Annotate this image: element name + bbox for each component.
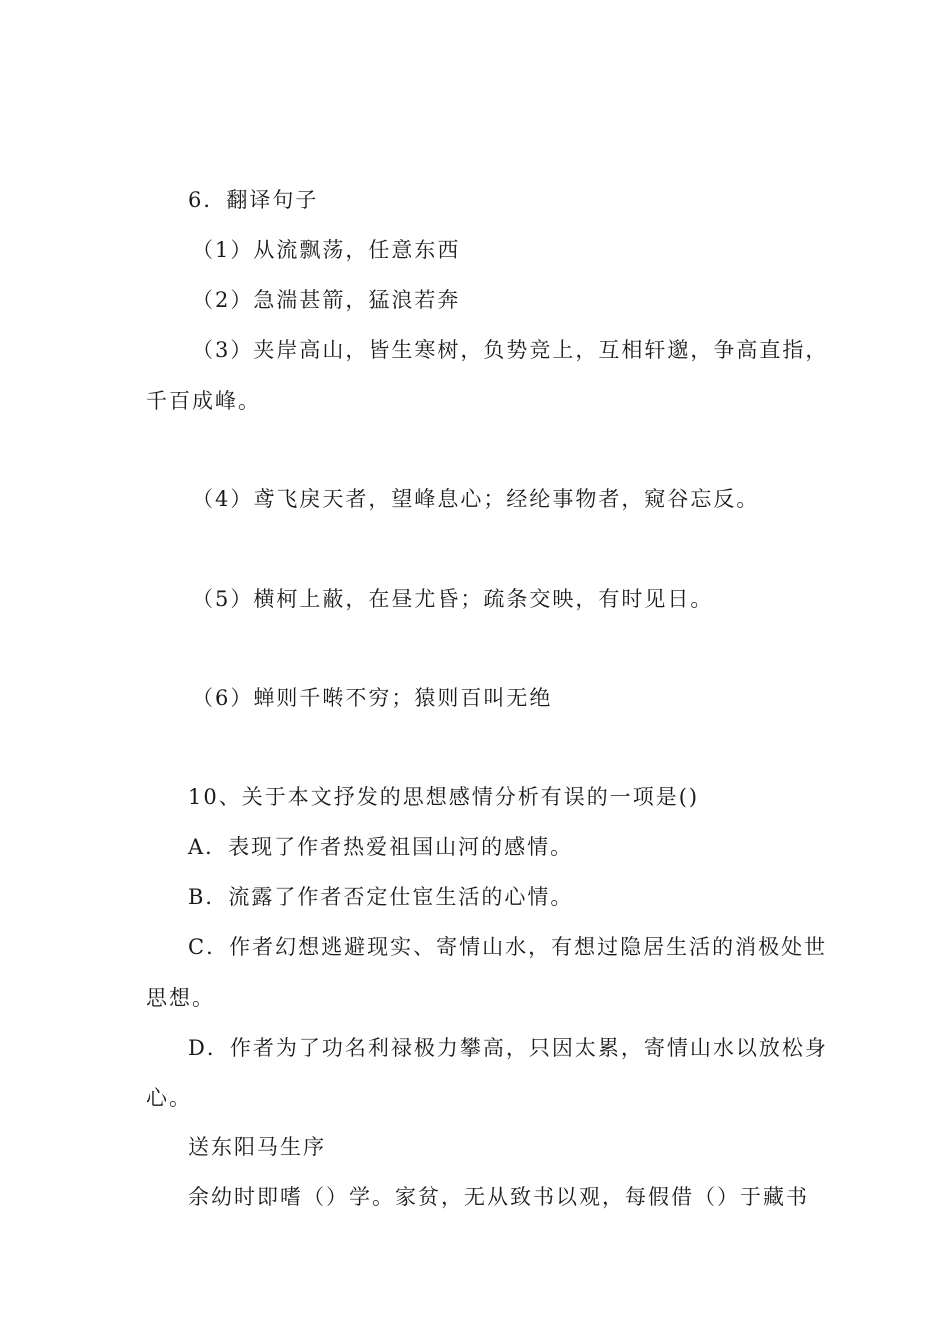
option-c: C．作者幻想逃避现实、寄情山水，有想过隐居生活的消极处世	[188, 935, 828, 959]
sentence-2: （2）急湍甚箭，猛浪若奔	[192, 288, 461, 312]
sentence-3: （3）夹岸高山，皆生寒树，负势竞上，互相轩邈，争高直指，	[192, 338, 829, 362]
option-d-continued: 心。	[146, 1086, 192, 1110]
sentence-3-continued: 千百成峰。	[146, 389, 261, 413]
question-10-stem: 10、关于本文抒发的思想感情分析有误的一项是()	[188, 785, 700, 809]
option-b: B．流露了作者否定仕宦生活的心情。	[188, 885, 574, 909]
option-d: D．作者为了功名利禄极力攀高，只因太累，寄情山水以放松身	[188, 1036, 828, 1060]
passage-title: 送东阳马生序	[188, 1135, 326, 1159]
question-6-heading: 6．翻译句子	[188, 188, 319, 212]
sentence-1: （1）从流飘荡，任意东西	[192, 238, 461, 262]
sentence-4: （4）鸢飞戾天者，望峰息心；经纶事物者，窥谷忘反。	[192, 487, 760, 511]
option-c-continued: 思想。	[146, 986, 215, 1010]
passage-first-line: 余幼时即嗜（）学。家贫，无从致书以观，每假借（）于藏书	[188, 1185, 809, 1209]
sentence-6: （6）蝉则千啭不穷；猿则百叫无绝	[192, 686, 553, 710]
option-a: A．表现了作者热爱祖国山河的感情。	[188, 835, 574, 859]
sentence-5: （5）横柯上蔽，在昼尤昏；疏条交映，有时见日。	[192, 587, 714, 611]
